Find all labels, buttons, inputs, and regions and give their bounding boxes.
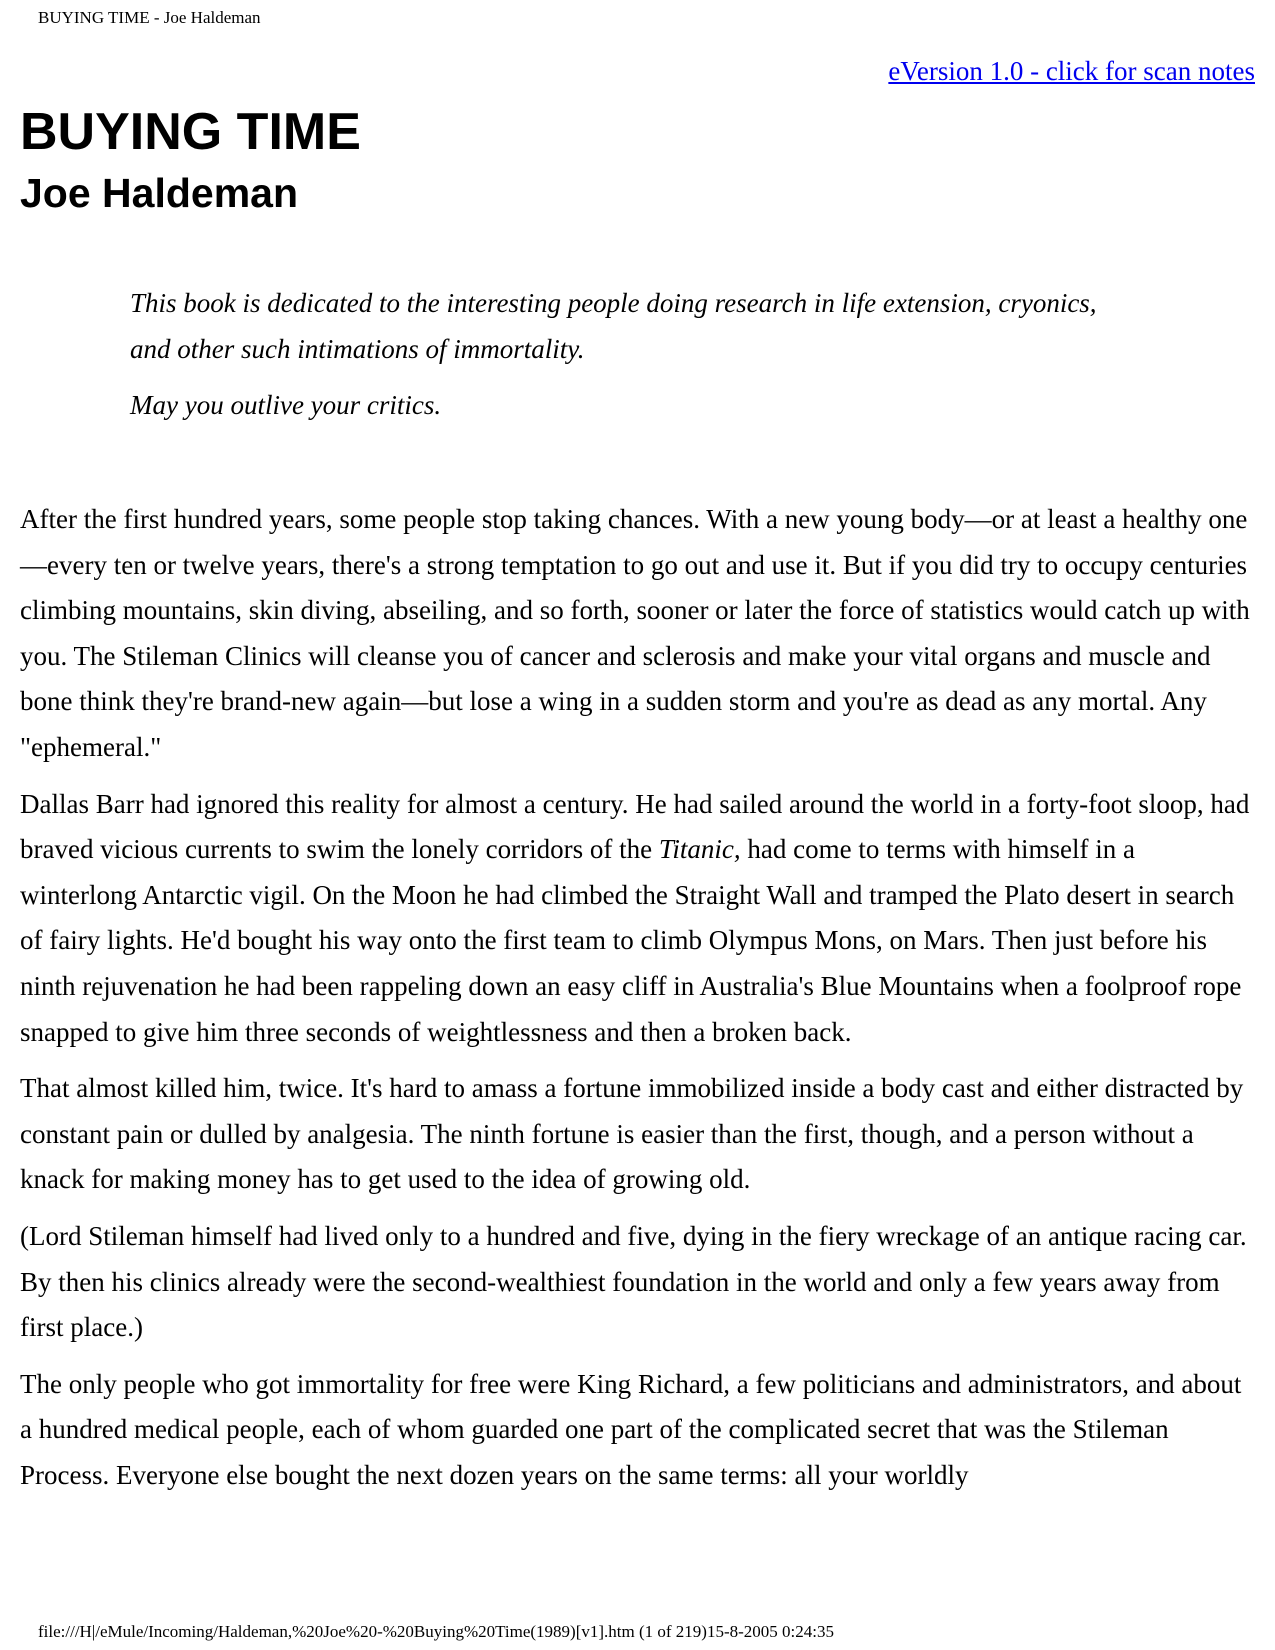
scan-notes-link[interactable]: eVersion 1.0 - click for scan notes [888,56,1255,86]
paragraph-1: After the first hundred years, some people stop taking chances. With a new young body—or at least a healthy one—every ten or twelve years, there's a strong temptation to go out and use it. But if you did try to occupy centuries climbing mountains, skin diving, abseiling, and so forth, sooner or later the force of statistics would catch up with you. The Stileman Clinics will cleanse you of cancer and sclerosis and make your vital organs and muscle and bone think they're brand-new again—but lose a wing in a sudden storm and you're as dead as any mortal. Any "ephemeral." [20,504,1250,762]
paragraph-3: That almost killed him, twice. It's hard to amass a fortune immobilized inside a body cast and either distracted by constant pain or dulled by analgesia. The ninth fortune is easier than the first, though, and a person without a knack for making money has to get used to the idea of growing old. [20,1073,1244,1195]
paragraph-4: (Lord Stileman himself had lived only to a hundred and five, dying in the fiery wreckage of an antique racing car. By then his clinics already were the second-wealthiest foundation in the world and only a few years away from first place.) [20,1220,1247,1343]
book-author: Joe Haldeman [20,170,298,216]
print-header-title: BUYING TIME - Joe Haldeman [38,8,261,27]
paragraph-2-end: had come to terms with himself in a winterlong Antarctic vigil. On the Moon he had climbed the Straight Wall and tramped the Plato desert in search of fairy lights. He'd bought his way onto the first team to climb Olympus Mons, on Mars. Then just before his ninth rejuvenation he had been rappeling down an easy cliff in Australia's Blue Mountains when a foolproof rope snapped to give him three seconds of weightlessness and then a broken back. [20,834,1242,1047]
chapter-text [20,497,1258,1509]
titanic-italic: Titanic, [658,834,741,865]
dedication-text: This book is dedicated to the interesting people doing research in life extension, cryonics, and other such intimations of immortality. [130,288,1097,364]
paragraph-5: The only people who got immortality for free were King Richard, a few politicians and administrators, and about a hundred medical people, each of whom guarded one part of the complicated secret that was the Stileman Process. Everyone else bought the next dozen years on the same terms: all your worldly [20,1368,1242,1490]
print-footer-path: file:///H|/eMule/Incoming/Haldeman,%20Joe%20-%20Buying%20Time(1989)[v1].htm (1 of 219)15-8-2005 0:24:35 [38,1622,834,1641]
book-title: BUYING TIME [20,103,361,161]
paragraph-2 [20,782,1258,1056]
dedication-closing: May you outlive your critics. [130,390,442,420]
dedication-block [130,280,1130,428]
paragraph-2-start: Dallas Barr had ignored this reality for almost a century. He had sailed around the world in a forty-foot sloop, had braved vicious currents to swim the lonely corridors of the [20,788,1250,865]
